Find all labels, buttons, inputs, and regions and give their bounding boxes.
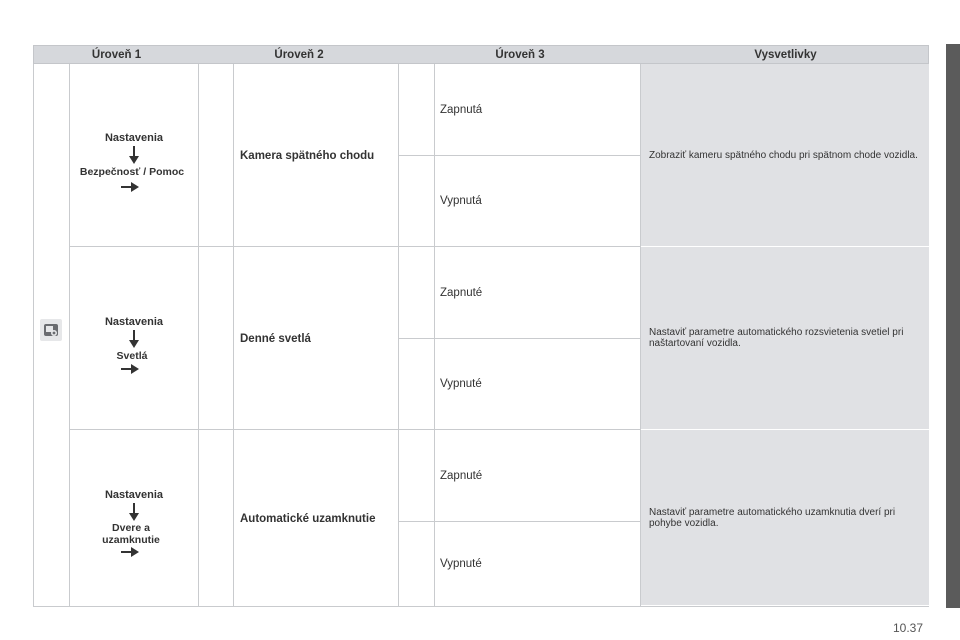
row1-option1: Zapnutá (440, 104, 483, 116)
settings-table (33, 45, 929, 607)
arrow-right-icon (121, 364, 139, 374)
row1-nav-sub: Bezpečnosť / Pomoc (79, 166, 185, 178)
header-level3: Úroveň 3 (495, 49, 545, 61)
row1-option2: Vypnutá (440, 195, 482, 207)
arrow-down-icon (129, 330, 139, 348)
arrow-right-icon (121, 182, 139, 192)
header-explanation: Vysvetlivky (754, 49, 817, 61)
divider-col3a (398, 64, 399, 607)
row3-explanation: Nastaviť parametre automatického uzamknutia dverí pri pohybe vozidla. (641, 430, 929, 606)
row2-level2: Denné svetlá (240, 333, 311, 345)
page-edge-bar (946, 44, 960, 608)
row2-explanation: Nastaviť parametre automatického rozsvietenia svetiel pri naštartovaní vozidla. (641, 247, 929, 430)
row3-nav-sub: Dvere a uzamknutie (102, 522, 160, 546)
option-separator-3 (398, 521, 640, 522)
option-separator-1 (398, 155, 640, 156)
divider-col2a (198, 64, 199, 607)
row2-option2: Vypnuté (440, 378, 482, 390)
row2-nav-sub: Svetlá (116, 350, 148, 362)
row3-option2: Vypnuté (440, 558, 482, 570)
car-settings-icon (40, 319, 62, 341)
divider-col2b (233, 64, 234, 607)
arrow-down-icon (129, 146, 139, 164)
divider-col3b (434, 64, 435, 607)
row2-option1: Zapnuté (440, 287, 483, 299)
row1-nav-title: Nastavenia (104, 132, 164, 144)
header-level2: Úroveň 2 (274, 49, 324, 61)
row1-explanation: Zobraziť kameru spätného chodu pri spätnom chode vozidla. (641, 64, 929, 247)
border-bottom (33, 606, 929, 607)
arrow-right-icon (121, 547, 139, 557)
border-left (33, 64, 34, 607)
header-level1: Úroveň 1 (91, 49, 142, 61)
option-separator-2 (398, 338, 640, 339)
table-header (33, 45, 929, 64)
page-number: 10.37 (893, 621, 924, 635)
arrow-down-icon (129, 503, 139, 521)
row-separator-2 (69, 429, 640, 430)
row3-option1: Zapnuté (440, 470, 483, 482)
row3-nav-title: Nastavenia (104, 489, 164, 501)
row2-nav-title: Nastavenia (104, 316, 164, 328)
row1-level2: Kamera spätného chodu (240, 150, 375, 162)
row-separator-1 (69, 246, 640, 247)
row3-level2: Automatické uzamknutie (240, 513, 376, 525)
